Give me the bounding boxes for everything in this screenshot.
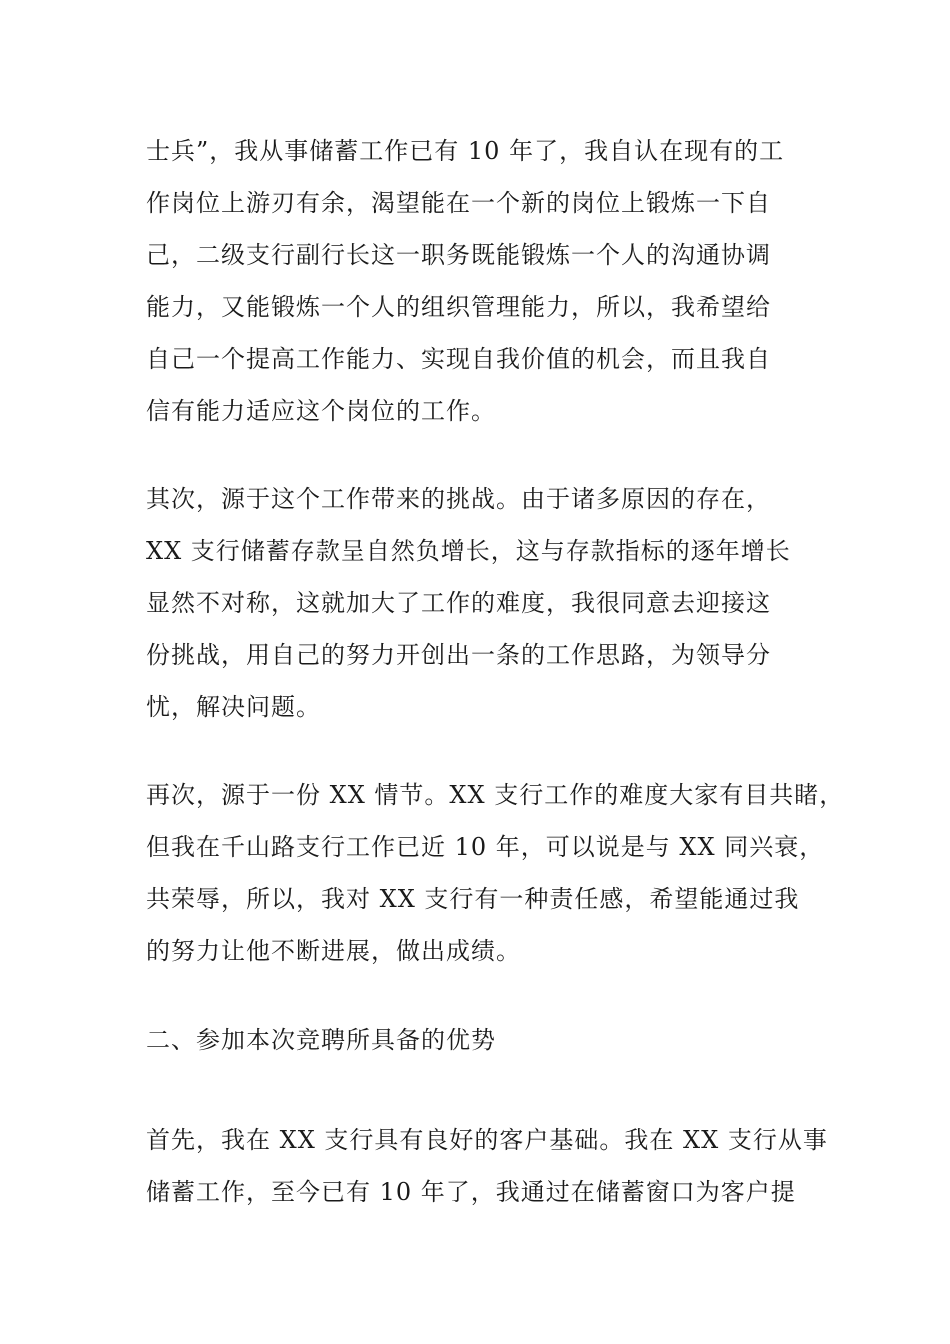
paragraph-attachment [146,769,845,977]
text-line: 己，二级支行副行长这一职务既能锻炼一个人的沟通协调 [146,241,771,269]
text-line: 士兵”，我从事储蓄工作已有 10 年了，我自认在现有的工 [146,137,785,165]
text-line: 能力，又能锻炼一个人的组织管理能力，所以，我希望给 [146,293,771,321]
section-heading-text: 二、参加本次竞聘所具备的优势 [146,1026,496,1054]
section-heading-advantages [146,1014,826,1066]
text-line: 信有能力适应这个岗位的工作。 [146,397,496,425]
text-line: 显然不对称，这就加大了工作的难度，我很同意去迎接这 [146,589,771,617]
paragraph-customer-base [146,1114,826,1218]
text-line: 其次，源于这个工作带来的挑战。由于诸多原因的存在， [146,485,771,513]
text-line: 共荣辱，所以，我对 XX 支行有一种责任感，希望能通过我 [146,885,800,913]
text-line: 但我在千山路支行工作已近 10 年，可以说是与 XX 同兴衰， [146,833,825,861]
paragraph-career-experience [146,125,826,437]
text-line: XX 支行储蓄存款呈自然负增长，这与存款指标的逐年增长 [146,537,791,565]
text-line: 的努力让他不断进展，做出成绩。 [146,937,521,965]
text-line: 作岗位上游刃有余，渴望能在一个新的岗位上锻炼一下自 [146,189,771,217]
text-line: 份挑战，用自己的努力开创出一条的工作思路，为领导分 [146,641,771,669]
text-line: 储蓄工作，至今已有 10 年了，我通过在储蓄窗口为客户提 [146,1178,796,1206]
paragraph-challenge [146,473,826,733]
text-line: 忧，解决问题。 [146,693,321,721]
text-line: 再次，源于一份 XX 情节。XX 支行工作的难度大家有目共睹， [146,781,845,809]
text-line: 首先，我在 XX 支行具有良好的客户基础。我在 XX 支行从事 [146,1126,828,1154]
text-line: 自己一个提高工作能力、实现自我价值的机会，而且我自 [146,345,771,373]
